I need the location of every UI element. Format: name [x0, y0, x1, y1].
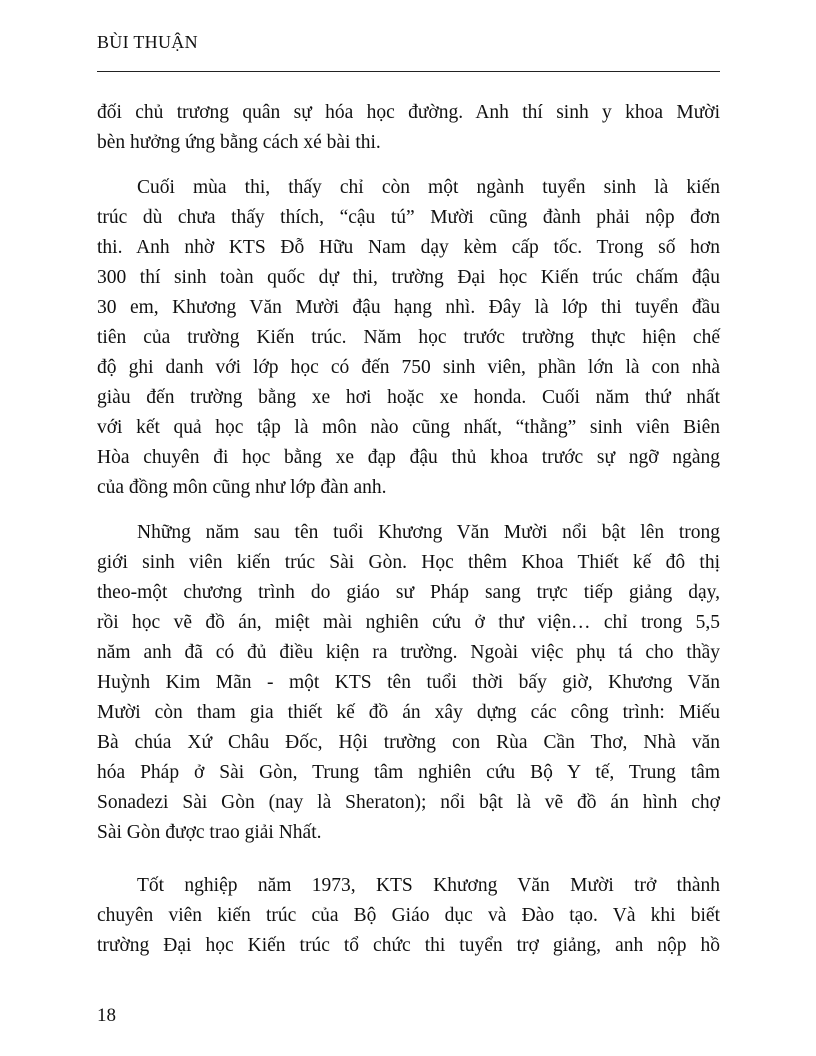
- text-line: tiên của trường Kiến trúc. Năm học trước trường thực hiện chế: [97, 327, 720, 348]
- text-line: đối chủ trương quân sự hóa học đường. Anh thí sinh y khoa Mười: [97, 102, 720, 123]
- text-line: Tốt nghiệp năm 1973, KTS Khương Văn Mười trở thành: [137, 875, 720, 896]
- paragraph-4: [97, 871, 720, 961]
- text-line: Hòa chuyên đi học bằng xe đạp đậu thủ khoa trước sự ngỡ ngàng: [97, 447, 720, 468]
- paragraph-3: [97, 518, 720, 848]
- page-body: [97, 98, 720, 976]
- text-line: 30 em, Khương Văn Mười đậu hạng nhì. Đây là lớp thi tuyển đầu: [97, 297, 720, 318]
- text-line: theo-một chương trình do giáo sư Pháp sang trực tiếp giảng dạy,: [97, 582, 720, 603]
- text-line: hóa Pháp ở Sài Gòn, Trung tâm nghiên cứu Bộ Y tế, Trung tâm: [97, 762, 720, 783]
- page-number: 18: [97, 1005, 116, 1026]
- text-line: Huỳnh Kim Mãn - một KTS tên tuổi thời bấy giờ, Khương Văn: [97, 672, 720, 693]
- text-line: Những năm sau tên tuổi Khương Văn Mười nổi bật lên trong: [137, 522, 720, 543]
- text-line: của đồng môn cũng như lớp đàn anh.: [97, 477, 387, 498]
- text-line: Sonadezi Sài Gòn (nay là Sheraton); nổi bật là vẽ đồ án hình chợ: [97, 792, 720, 813]
- text-line: bèn hưởng ứng bằng cách xé bài thi.: [97, 132, 381, 153]
- text-line: thi. Anh nhờ KTS Đỗ Hữu Nam dạy kèm cấp tốc. Trong số hơn: [97, 237, 720, 258]
- text-line: Cuối mùa thi, thấy chỉ còn một ngành tuyển sinh là kiến: [137, 177, 720, 198]
- text-line: độ ghi danh với lớp học có đến 750 sinh viên, phần lớn là con nhà: [97, 357, 720, 378]
- text-line: Mười còn tham gia thiết kế đồ án xây dựng các công trình: Miếu: [97, 702, 720, 723]
- text-line: trúc dù chưa thấy thích, “cậu tú” Mười cũng đành phải nộp đơn: [97, 207, 720, 228]
- text-line: năm anh đã có đủ điều kiện ra trường. Ngoài việc phụ tá cho thầy: [97, 642, 720, 663]
- running-header: BÙI THUẬN: [97, 32, 198, 52]
- text-line: trường Đại học Kiến trúc tổ chức thi tuyển trợ giảng, anh nộp hồ: [97, 935, 720, 956]
- header-rule: [97, 71, 720, 72]
- text-line: Bà chúa Xứ Châu Đốc, Hội trường con Rùa Cần Thơ, Nhà văn: [97, 732, 720, 753]
- text-line: chuyên viên kiến trúc của Bộ Giáo dục và Đào tạo. Và khi biết: [97, 905, 720, 926]
- text-line: 300 thí sinh toàn quốc dự thi, trường Đại học Kiến trúc chấm đậu: [97, 267, 720, 288]
- paragraph-1: [97, 98, 720, 158]
- text-line: Sài Gòn được trao giải Nhất.: [97, 822, 322, 843]
- text-line: rồi học vẽ đồ án, miệt mài nghiên cứu ở thư viện… chỉ trong 5,5: [97, 612, 720, 633]
- text-line: giới sinh viên kiến trúc Sài Gòn. Học thêm Khoa Thiết kế đô thị: [97, 552, 720, 573]
- paragraph-2: [97, 173, 720, 503]
- text-line: giàu đến trường bằng xe hơi hoặc xe honda. Cuối năm thứ nhất: [97, 387, 720, 408]
- text-line: với kết quả học tập là môn nào cũng nhất, “thằng” sinh viên Biên: [97, 417, 720, 438]
